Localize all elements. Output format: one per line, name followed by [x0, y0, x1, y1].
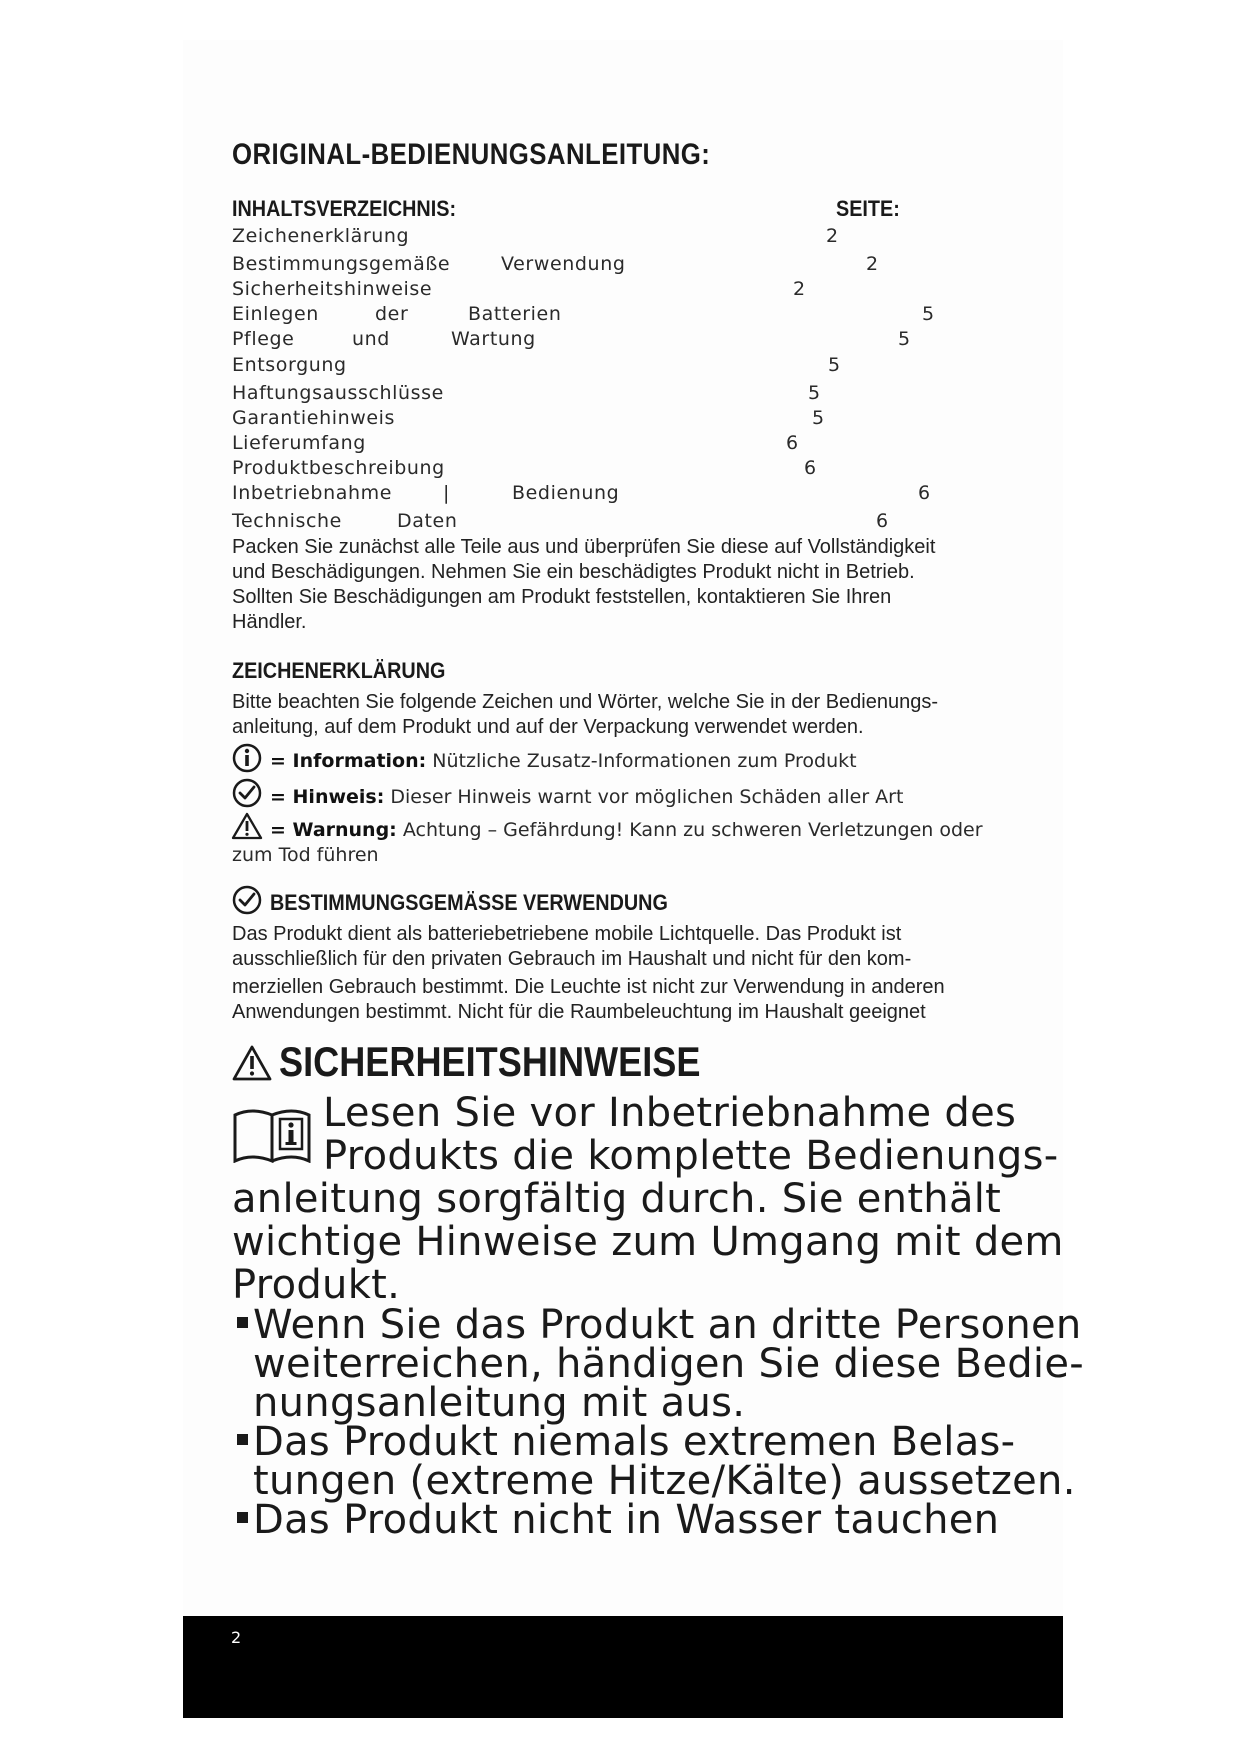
info-label: = Information: [270, 750, 427, 772]
bullet-line: Das Produkt niemals extremen Belas- [253, 1419, 1016, 1465]
toc-page: 6 [804, 457, 817, 479]
intro-line: Sollten Sie Beschädigungen am Produkt feststellen, kontaktieren Sie Ihren [232, 586, 892, 608]
toc-page: 5 [828, 354, 841, 376]
warnung-text-cont: zum Tod führen [232, 844, 379, 866]
toc-page: 6 [876, 510, 889, 532]
toc-item: Technische [232, 510, 342, 532]
lead-line: Lesen Sie vor Inbetriebnahme des [323, 1090, 1017, 1136]
verwendung-text-line: Anwendungen bestimmt. Nicht für die Raumbeleuchtung im Haushalt geeignet [232, 1001, 926, 1023]
lead-line: Produkts die komplette Bedienungs- [323, 1133, 1059, 1179]
warning-triangle-icon [231, 1044, 273, 1082]
toc-item: Bedienung [512, 482, 620, 504]
toc-item: Pflege [232, 328, 295, 350]
section-heading-sicherheit: SICHERHEITSHINWEISE [279, 1038, 701, 1085]
toc-page: 2 [793, 278, 806, 300]
toc-item: Zeichenerklärung [232, 225, 410, 247]
toc-item: Garantiehinweis [232, 407, 396, 429]
warnung-legend [270, 819, 983, 841]
toc-page: 5 [922, 303, 935, 325]
lead-line: wichtige Hinweise zum Umgang mit dem [232, 1219, 1064, 1265]
section-heading-zeichen: ZEICHENERKLÄRUNG [232, 658, 446, 683]
toc-item: Inbetriebnahme [232, 482, 393, 504]
manual-book-icon [232, 1105, 312, 1163]
info-text: Nützliche Zusatz-Informationen zum Produkt [432, 750, 857, 772]
toc-item: Haftungsausschlüsse [232, 382, 444, 404]
warnung-label: = Warnung: [270, 819, 397, 841]
toc-item: Produktbeschreibung [232, 457, 445, 479]
zeichen-text-line: Bitte beachten Sie folgende Zeichen und Wörter, welche Sie in der Bedienungs- [232, 691, 938, 713]
bullet-line: Wenn Sie das Produkt an dritte Personen [253, 1302, 1082, 1348]
toc-item: Entsorgung [232, 354, 347, 376]
bullet-marker [237, 1317, 248, 1328]
hinweis-text: Dieser Hinweis warnt vor möglichen Schäden aller Art [390, 786, 904, 808]
toc-page: 2 [826, 225, 839, 247]
toc-item: Bestimmungsgemäße [232, 253, 451, 275]
hinweis-legend [270, 786, 903, 808]
lead-line: anleitung sorgfältig durch. Sie enthält [232, 1176, 1002, 1222]
info-legend [270, 750, 857, 772]
toc-page: 5 [898, 328, 911, 350]
toc-item: der [375, 303, 409, 325]
toc-page: 6 [786, 432, 799, 454]
toc-page: 2 [866, 253, 879, 275]
zeichen-text-line: anleitung, auf dem Produkt und auf der Verpackung verwendet werden. [232, 716, 864, 738]
toc-item: Wartung [451, 328, 536, 350]
toc-item: und [352, 328, 390, 350]
toc-item: Daten [397, 510, 458, 532]
toc-item: Verwendung [501, 253, 626, 275]
check-circle-icon [232, 778, 262, 808]
toc-item: Lieferumfang [232, 432, 366, 454]
page-number: 2 [231, 1628, 242, 1647]
toc-page: 5 [808, 382, 821, 404]
check-circle-icon [232, 885, 262, 915]
bullet-marker [237, 1434, 248, 1445]
verwendung-text-line: Das Produkt dient als batteriebetriebene mobile Lichtquelle. Das Produkt ist [232, 923, 902, 945]
toc-item: Sicherheitshinweise [232, 278, 433, 300]
verwendung-text-line: merziellen Gebrauch bestimmt. Die Leuchte ist nicht zur Verwendung in anderen [232, 976, 945, 998]
page-title: ORIGINAL-BEDIENUNGSANLEITUNG: [232, 138, 711, 171]
toc-heading: INHALTSVERZEICHNIS: [232, 196, 457, 221]
toc-item: | [443, 482, 451, 504]
intro-line: und Beschädigungen. Nehmen Sie ein beschädigtes Produkt nicht in Betrieb. [232, 561, 915, 583]
intro-line: Händler. [232, 611, 307, 633]
toc-item: Einlegen [232, 303, 319, 325]
footer-bar [183, 1616, 1063, 1718]
bullet-line: tungen (extreme Hitze/Kälte) aussetzen. [253, 1458, 1076, 1504]
toc-page: 5 [812, 407, 825, 429]
bullet-line: Das Produkt nicht in Wasser tauchen [253, 1497, 1000, 1543]
bullet-marker [237, 1512, 248, 1523]
bullet-line: nungsanleitung mit aus. [253, 1380, 746, 1426]
warning-triangle-icon [231, 812, 263, 840]
warnung-text: Achtung – Gefährdung! Kann zu schweren Verletzungen oder [402, 819, 983, 841]
info-circle-icon [232, 743, 262, 773]
toc-page-heading: SEITE: [836, 196, 900, 221]
section-heading-verwendung: BESTIMMUNGSGEMÄSSE VERWENDUNG [270, 890, 668, 915]
verwendung-text-line: ausschließlich für den privaten Gebrauch im Haushalt und nicht für den kom- [232, 948, 912, 970]
toc-page: 6 [918, 482, 931, 504]
bullet-line: weiterreichen, händigen Sie diese Bedie- [253, 1341, 1084, 1387]
toc-item: Batterien [468, 303, 562, 325]
lead-line: Produkt. [232, 1262, 401, 1308]
intro-line: Packen Sie zunächst alle Teile aus und überprüfen Sie diese auf Vollständigkeit [232, 536, 936, 558]
hinweis-label: = Hinweis: [270, 786, 385, 808]
